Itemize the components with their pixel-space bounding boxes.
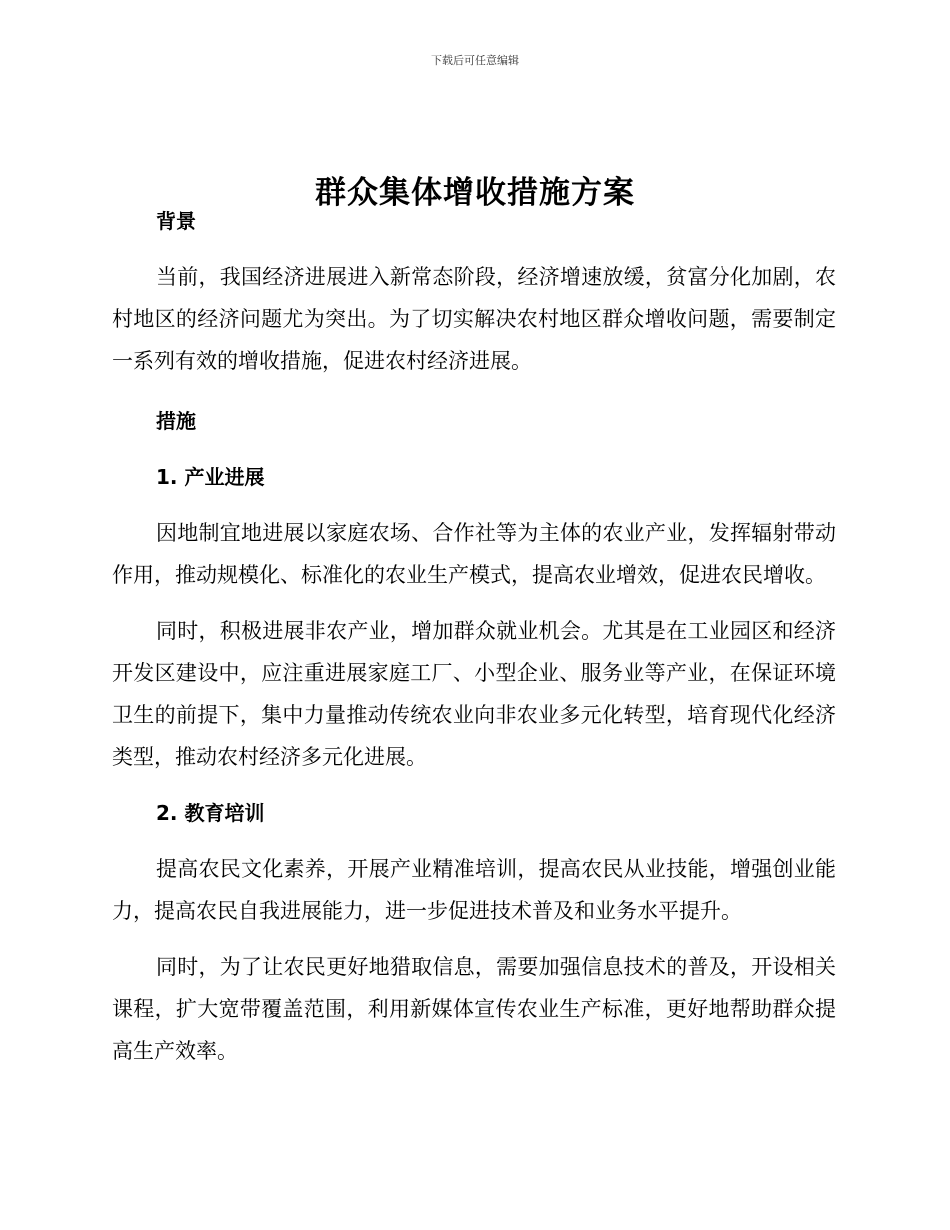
section1-heading: 1. 产业进展 [156,465,265,489]
document-body [112,200,836,1072]
spacer [112,834,836,848]
spacer [112,442,836,456]
spacer [112,932,836,946]
section2-paragraph-1: 提高农民文化素养，开展产业精准培训，提高农民从业技能，增强创业能力，提高农民自我进展能力，进一步促进技术普及和业务水平提升。 [112,857,836,923]
section1-paragraph-1: 因地制宜地进展以家庭农场、合作社等为主体的农业产业，发挥辐射带动作用，推动规模化、标准化的农业生产模式，提高农业增效，促进农民增收。 [112,521,836,587]
spacer [112,242,836,256]
section2-paragraph-2: 同时，为了让农民更好地猎取信息，需要加强信息技术的普及，开设相关课程，扩大宽带覆盖范围，利用新媒体宣传农业生产标准，更好地帮助群众提高生产效率。 [112,955,836,1063]
measures-heading: 措施 [156,409,196,433]
spacer [112,596,836,610]
spacer [112,498,836,512]
section1-paragraph-2: 同时，积极进展非农产业，增加群众就业机会。尤其是在工业园区和经济开发区建设中，应注重进展家庭工厂、小型企业、服务业等产业，在保证环境卫生的前提下，集中力量推动传统农业向非农业多元化转型，培育现代化经济类型，推动农村经济多元化进展。 [112,619,836,769]
spacer [112,382,836,400]
spacer [112,778,836,792]
background-heading: 背景 [156,209,196,233]
background-paragraph: 当前，我国经济进展进入新常态阶段，经济增速放缓，贫富分化加剧，农村地区的经济问题尤为突出。为了切实解决农村地区群众增收问题，需要制定一系列有效的增收措施，促进农村经济进展。 [112,265,836,373]
document-title: 群众集体增收措施方案 [315,174,635,211]
header-note: 下载后可任意编辑 [431,54,519,67]
section2-heading: 2. 教育培训 [156,801,265,825]
